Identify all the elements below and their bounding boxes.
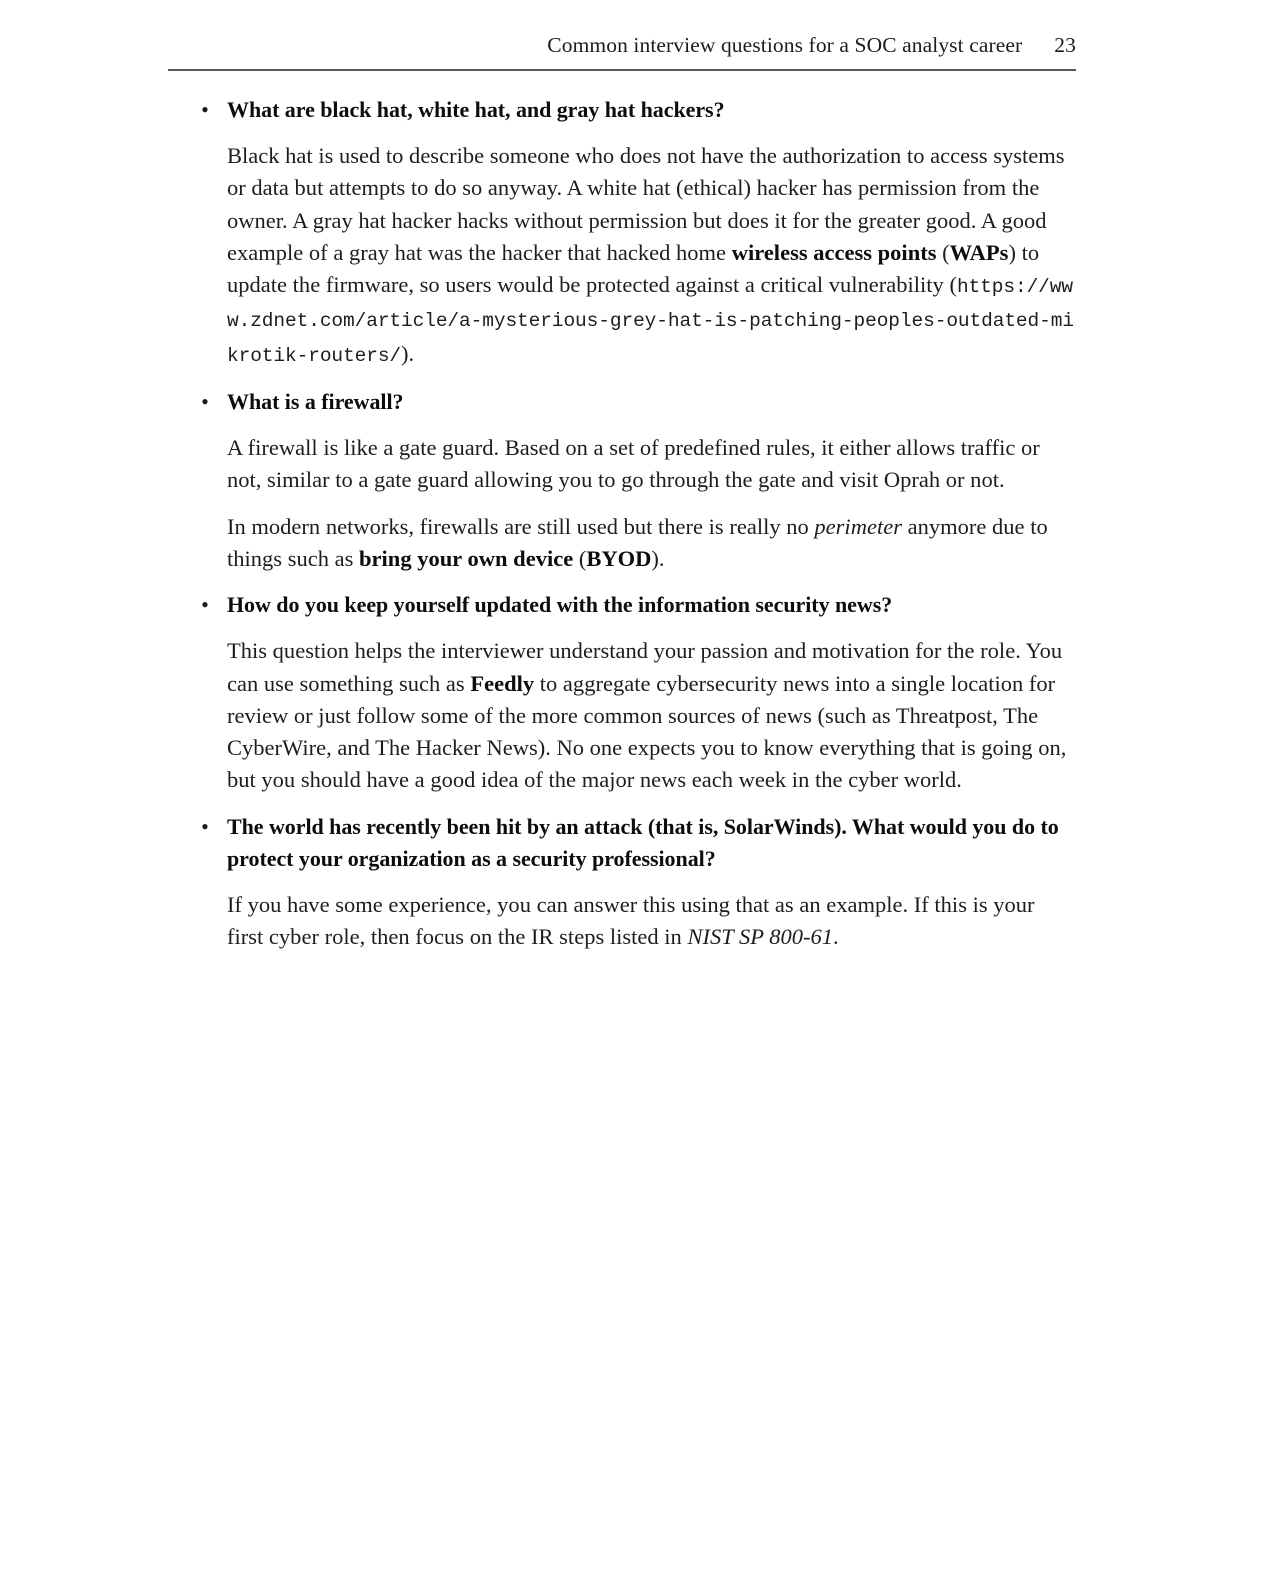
page-number: 23 — [1054, 33, 1076, 57]
header-divider — [168, 69, 1076, 71]
question-row-1 — [168, 94, 1076, 126]
answer-bold-waps: WAPs — [949, 239, 1009, 265]
qa-item-1 — [168, 94, 1076, 372]
running-header — [168, 33, 1076, 58]
bullet-icon: • — [201, 813, 209, 839]
question-row-2 — [168, 386, 1076, 418]
question-text-4: The world has recently been hit by an attack (that is, SolarWinds). What would you do to protect your organization as a security professional? — [227, 813, 1059, 871]
answer-bold-bring-your-own-device: bring your own device — [359, 545, 574, 571]
answer-text-segment: ). — [651, 545, 665, 571]
qa-item-3 — [168, 589, 1076, 796]
answer-paragraph-4-1 — [168, 889, 1076, 954]
question-row-3 — [168, 589, 1076, 621]
answer-paragraph-3-1 — [168, 635, 1076, 796]
bullet-icon: • — [201, 97, 209, 122]
answer-text-segment: ). — [401, 340, 415, 366]
answer-text-segment: This question helps the interviewer understand your passion and motivation for the role. You can use something such as — [227, 638, 1063, 696]
answer-paragraph-2-1: A firewall is like a gate guard. Based on a set of predefined rules, it either allows traffic or not, similar to a gate guard allowing you to go through the gate and visit Oprah or not. — [227, 435, 1040, 493]
answer-text-segment: If you have some experience, you can answer this using that as an example. If this is your first cyber role, then focus on the IR steps listed in — [227, 891, 1035, 950]
bullet-icon: • — [201, 389, 209, 415]
answer-italic-perimeter: perimeter — [814, 513, 902, 539]
answer-bold-feedly: Feedly — [470, 670, 535, 696]
answer-text-segment: Black hat is used to describe someone who does not have the authorization to access systems or data but attempts to do so anyway. A white hat (ethical) hacker has permission from the owner. A gray hat hacker hacks without permission but does it for the greater good. A good example of a gray hat was the hacker that hacked home — [227, 143, 1065, 265]
answer-text-segment: ) to update the firmware, so users would be protected against a critical vulnerability ( — [227, 239, 1040, 298]
answer-text-segment: In modern networks, firewalls are still used but there is really no — [227, 513, 815, 539]
question-text-3: How do you keep yourself updated with the information security news? — [227, 592, 893, 618]
answer-bold-wireless-access-points: wireless access points — [731, 239, 937, 265]
question-text-1: What are black hat, white hat, and gray hat hackers? — [227, 97, 725, 122]
answer-text-segment: ( — [936, 239, 950, 265]
answer-bold-byod: BYOD — [586, 545, 652, 571]
bullet-icon: • — [201, 592, 209, 618]
question-text-2: What is a firewall? — [227, 389, 404, 415]
answer-italic-nist-sp-800-61: NIST SP 800-61 — [687, 924, 834, 950]
reference-url: https://www.zdnet.com/article/a-mysterious-grey-hat-is-patching-peoples-outdated-mikrotik-routers/ — [227, 276, 1074, 367]
qa-item-2 — [168, 386, 1076, 575]
answer-text-segment: anymore due to things such as — [227, 513, 1048, 571]
qa-item-4 — [168, 811, 1076, 954]
question-row-4 — [168, 811, 1076, 875]
header-title: Common interview questions for a SOC analyst career — [547, 33, 1023, 57]
answer-paragraph-1-1 — [168, 140, 1076, 372]
page-content — [168, 94, 1076, 953]
answer-text-segment: to aggregate cybersecurity news into a single location for review or just follow some of the more common sources of news (such as Threatpost, The CyberWire, and The Hacker News). No one expects you to know everything that is going on, but you should have a good idea of the major news each week in the cyber world. — [227, 670, 1067, 793]
answer-paragraph-2-2 — [168, 511, 1076, 576]
answer-text-segment: . — [833, 924, 839, 950]
answer-text-segment: ( — [573, 545, 587, 571]
